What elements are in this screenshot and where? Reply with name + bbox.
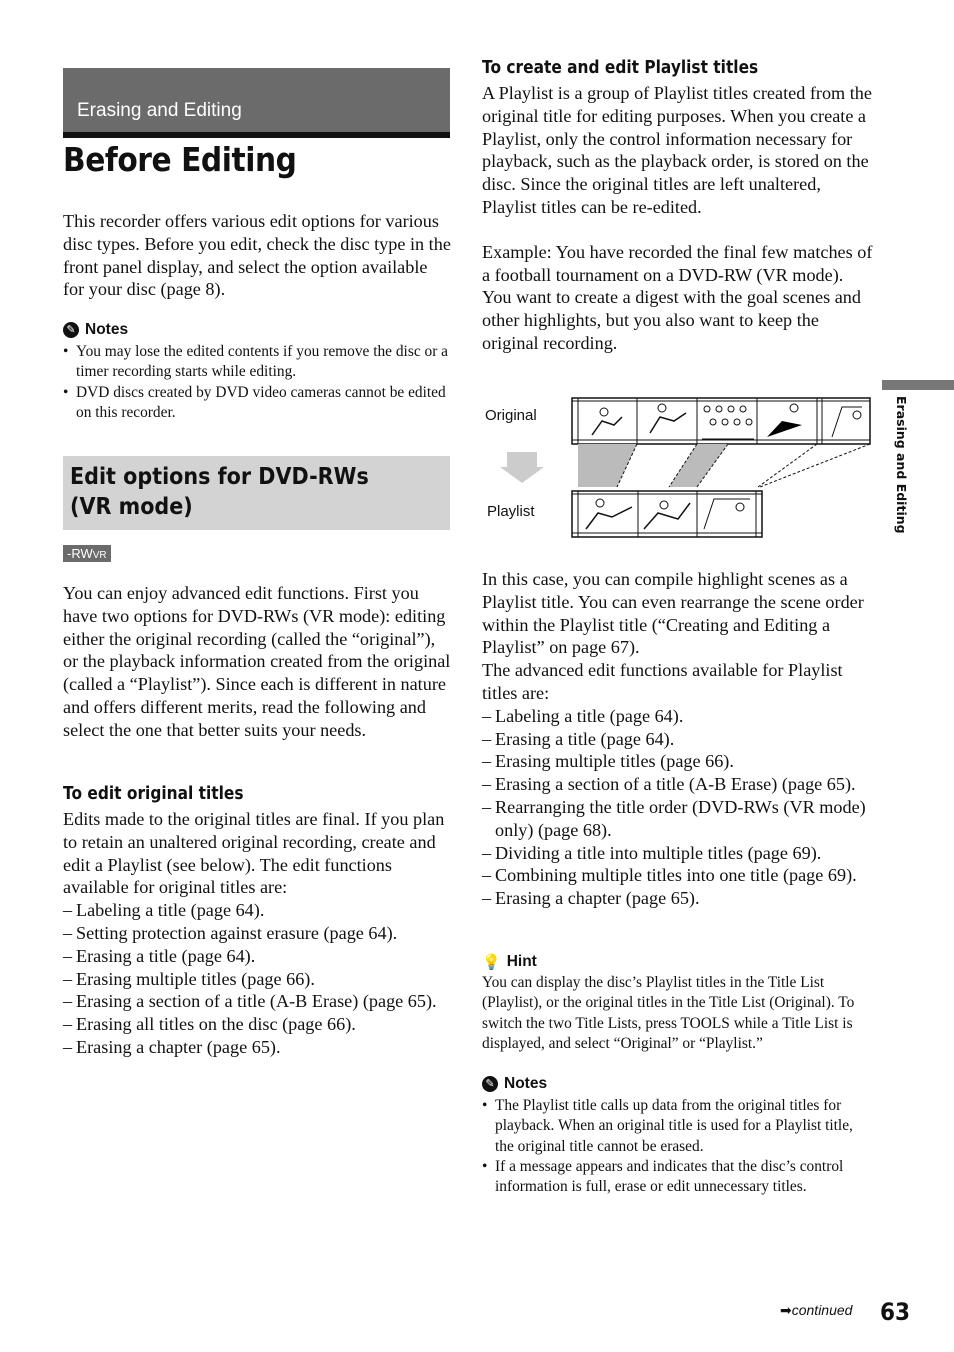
hint-heading: [482, 953, 874, 971]
diagram-original-label: Original: [485, 407, 537, 424]
side-tab-marker: [882, 380, 954, 390]
list-item: – Erasing a chapter (page 65).: [482, 887, 874, 910]
lightbulb-icon: 💡: [482, 954, 501, 971]
continued-label: continued: [791, 1302, 853, 1318]
page-number: 63: [880, 1298, 911, 1326]
list-item: – Rearranging the title order (DVD-RWs (VR mode) only) (page 68).: [482, 796, 874, 842]
list-item: – Labeling a title (page 64).: [482, 705, 874, 728]
list-item: – Labeling a title (page 64).: [63, 899, 451, 922]
playlist-text: A Playlist is a group of Playlist titles created from the original title for editing purposes. When you create a Playlist, only the control information necessary for playback, such as the playback order, is stored on the disc. Since the original titles are left unaltered, Playlist titles can be re-edited.: [482, 83, 872, 217]
list-item: – Erasing a section of a title (A-B Erase) (page 65).: [482, 773, 874, 796]
arrow-right-icon: ➡: [780, 1302, 792, 1318]
subsection-intro: You can enjoy advanced edit functions. First you have two options for DVD-RWs (VR mode): editing either the original recording (called the “original”), or the playback information created from the original (called a “Playlist”). Since each is different in nature and offers different merits, read the following and select the one that better suits your needs.: [63, 583, 451, 740]
list-item: – Erasing a title (page 64).: [482, 728, 874, 751]
case-text-2: The advanced edit functions available for Playlist titles are:: [482, 660, 843, 703]
original-section: [63, 784, 451, 1059]
page-title: Before Editing: [63, 140, 297, 179]
hint-text: You can display the disc’s Playlist titles in the Title List (Playlist), or the original titles in the Title List (Original). To switch the two Title Lists, press TOOLS while a Title List is displayed, and select “Original” or “Playlist.”: [482, 974, 855, 1052]
case-text-1: In this case, you can compile highlight scenes as a Playlist title. You can even rearrange the scene order within the Playlist title (“Creating and Editing a Playlist” on page 67).: [482, 569, 864, 658]
original-heading: To edit original titles: [63, 784, 244, 804]
section-header: Erasing and Editing: [77, 100, 242, 121]
playlist-heading: To create and edit Playlist titles: [482, 58, 759, 78]
list-item: – Erasing all titles on the disc (page 66).: [63, 1013, 451, 1036]
notes-top-label: Notes: [85, 321, 129, 338]
list-item: – Erasing multiple titles (page 66).: [63, 968, 451, 991]
diagram-playlist-label: Playlist: [487, 503, 535, 520]
list-item: – Erasing multiple titles (page 66).: [482, 750, 874, 773]
note-icon: ✎: [63, 322, 79, 338]
hint-section: [482, 953, 874, 1054]
disc-badge-sub: VR: [92, 550, 107, 561]
list-item: – Erasing a title (page 64).: [63, 945, 451, 968]
list-item: – Erasing a chapter (page 65).: [63, 1036, 451, 1059]
section-header-band: [63, 68, 450, 138]
diagram-svg: [482, 395, 874, 545]
subsection-header: [63, 456, 450, 530]
hint-label: Hint: [506, 953, 537, 970]
list-item: – Dividing a title into multiple titles (page 69).: [482, 842, 874, 865]
original-strip: [572, 398, 870, 444]
note-item: • You may lose the edited contents if you remove the disc or a timer recording starts while editing.: [63, 342, 451, 383]
down-arrow-icon: [500, 452, 544, 483]
notes-bottom-heading: [482, 1075, 874, 1093]
list-item: – Combining multiple titles into one title (page 69).: [482, 864, 874, 887]
side-label: Erasing and Editing: [894, 396, 909, 534]
original-text: Edits made to the original titles are final. If you plan to retain an unaltered original recording, create and edit a Playlist (see below). The edit functions available for original titles are:: [63, 809, 445, 898]
playlist-diagram: [482, 395, 874, 545]
list-item: – Erasing a section of a title (A-B Erase) (page 65).: [63, 990, 451, 1013]
continued-indicator: [780, 1302, 852, 1319]
case-section: [482, 568, 874, 910]
selection-connectors: [578, 444, 870, 487]
playlist-list: [482, 705, 874, 910]
list-item: – Setting protection against erasure (page 64).: [63, 922, 451, 945]
notes-top-heading: [63, 321, 451, 339]
intro-paragraph: This recorder offers various edit options for various disc types. Before you edit, check the disc type in the front panel display, and select the option available for your disc (page 8).: [63, 211, 451, 300]
notes-bottom-label: Notes: [504, 1075, 548, 1092]
note-item: • The Playlist title calls up data from the original titles for playback. When an original title is used for a Playlist title, the original title cannot be erased.: [482, 1096, 874, 1157]
original-list: [63, 899, 451, 1059]
note-item: • If a message appears and indicates that the disc’s control information is full, erase or edit unnecessary titles.: [482, 1157, 874, 1198]
playlist-section: [482, 58, 874, 355]
disc-type-badge: [63, 545, 111, 562]
note-item: • DVD discs created by DVD video cameras cannot be edited on this recorder.: [63, 383, 451, 424]
note-icon: ✎: [482, 1076, 498, 1092]
subsection-title: Edit options for DVD-RWs (VR mode): [70, 464, 369, 520]
notes-top: [63, 321, 451, 423]
disc-badge-main: -RW: [67, 546, 93, 561]
example-text: Example: You have recorded the final few matches of a football tournament on a DVD-RW (VR mode). You want to create a digest with the goal scenes and other highlights, but you also want to keep the original recording.: [482, 241, 873, 353]
notes-bottom: [482, 1075, 874, 1197]
playlist-strip: [572, 491, 762, 537]
